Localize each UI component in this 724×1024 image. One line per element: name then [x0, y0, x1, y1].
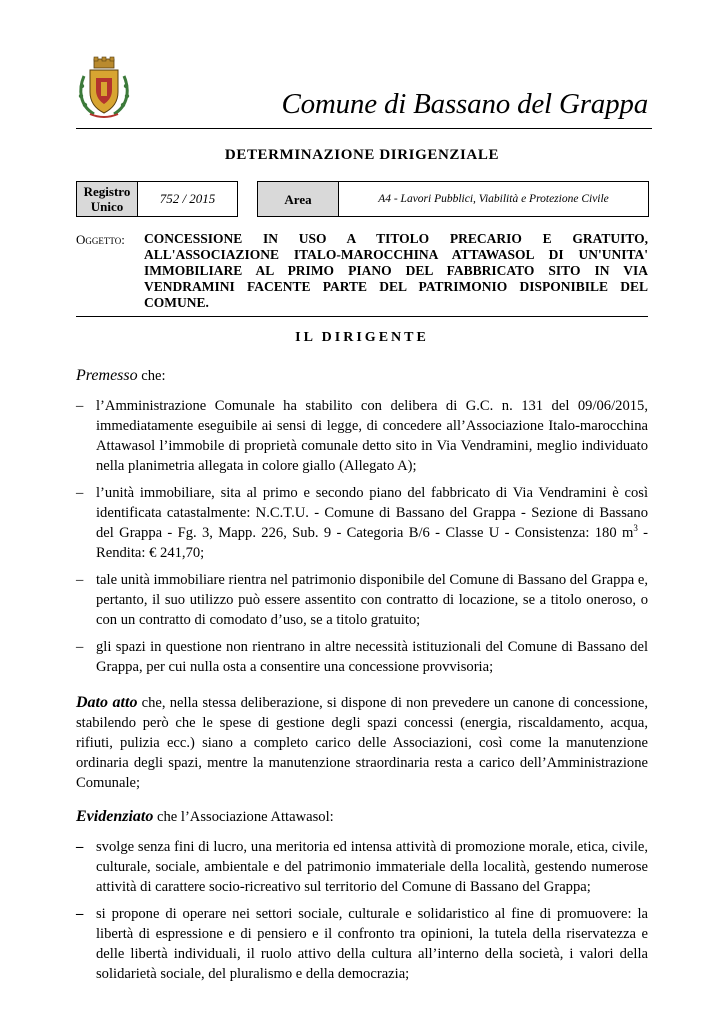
- list-item: – gli spazi in questione non rientrano in altre necessità istituzionali del Comune di Bassano del Grappa, per cui nulla osta a consentire una concessione provvisoria;: [76, 639, 648, 675]
- area-label: Area: [258, 182, 339, 216]
- dash-bullet: –: [76, 398, 84, 414]
- list-item: – l’unità immobiliare, sita al primo e secondo piano del fabbricato di Via Vendramini è così identificata catastalmente: N.C.T.U. - Comune di Bassano del Grappa - Sezione di Bassano del Grappa - Fg. 3, Mapp. 226, Sub. 9 - Categoria B/6 - Classe U - Consistenza: 180 $m^3$ - Rendita: € 241,70;: [76, 485, 649, 561]
- municipal-coat-of-arms-icon: [76, 56, 132, 120]
- subject-section: [76, 231, 648, 311]
- list-item: – tale unità immobiliare rientra nel patrimonio disponibile del Comune di Bassano del Grappa e, pertanto, il suo utilizzo può essere assentito con contratto di locazione, se a titolo oneroso, o con un contratto di comodato d’uso, se a titolo gratuito;: [76, 572, 648, 628]
- subject-divider: [76, 316, 648, 317]
- dash-bullet: –: [76, 572, 84, 588]
- registry-label: Registro Unico: [77, 182, 138, 216]
- evidenziato-lead: Evidenziato: [76, 808, 154, 825]
- list-item: – l’Amministrazione Comunale ha stabilito con delibera di G.C. n. 131 del 09/06/2015, immediatamente eseguibile ai sensi di legge, di concedere all’Associazione Italo-marocchina Attawasol l’immobile di proprietà comunale detto sito in Via Vendramini, meglio individuato nella planimetria allegata in colore giallo (Allegato A);: [76, 398, 648, 474]
- dato-atto-lead: Dato atto: [76, 694, 138, 711]
- premesso-intro: [76, 366, 648, 386]
- evidenziato-intro: Evidenziato che l’Associazione Attawasol:: [76, 808, 334, 825]
- section-heading: IL DIRIGENTE: [295, 330, 429, 345]
- registry-box: [76, 181, 238, 217]
- premesso-rest: che:: [137, 368, 166, 384]
- area-value: A4 - Lavori Pubblici, Viabilità e Protezione Civile: [378, 193, 609, 205]
- registry-value: 752 / 2015: [159, 191, 216, 206]
- document-body: [76, 330, 648, 1000]
- dash-bullet: –: [76, 839, 84, 855]
- premesso-list: [76, 396, 648, 677]
- evidenziato-list: [76, 837, 648, 984]
- dash-bullet: –: [76, 485, 84, 501]
- document-type: DETERMINAZIONE DIRIGENZIALE: [224, 147, 500, 163]
- dato-atto-paragraph: Dato atto che, nella stessa deliberazione, si dispone di non prevedere un canone di concessione, stabilendo però che le spese di gestione degli spazi concessi (energia, riscaldamento, acqua, rifiuti, pulizia ecc.) siano a completo carico delle Associazioni, così come la manutenzione ordinaria degli spazi, mentre la manutenzione straordinaria resta a carico dell’Amministrazione Comunale;: [76, 694, 648, 791]
- list-item: – si propone di operare nei settori sociale, culturale e solidaristico al fine di promuovere: la libertà di espressione e di pensiero e il confronto tra opinioni, la tutela della riservatezza e delle libertà individuali, il ruolo attivo della cultura all’interno della società, i valori della solidarietà sociale, del pluralismo e della democrazia;: [76, 906, 648, 982]
- list-item: – svolge senza fini di lucro, una meritoria ed intensa attività di promozione morale, etica, civile, culturale, sociale, ambientale e del patrimonio immateriale della località, gestendo numerose attività di carattere socio-ricreativo sul territorio del Comune di Bassano del Grappa;: [76, 839, 648, 895]
- header-divider: [76, 128, 652, 129]
- subject-label: Oggetto:: [76, 232, 125, 247]
- dash-bullet: –: [76, 906, 84, 922]
- subject-text: CONCESSIONE IN USO A TITOLO PRECARIO E GRATUITO, ALL'ASSOCIAZIONE ITALO-MAROCCHINA ATTAWASOL DI UN'UNITA' IMMOBILIARE AL PRIMO PIANO DEL FABBRICATO SITO IN VIA VENDRAMINI FACENTE PARTE DEL PATRIMONIO DISPONIBILE DEL COMUNE.: [144, 231, 648, 310]
- header-title: Comune di Bassano del Grappa: [281, 88, 648, 120]
- superscript: 3: [633, 523, 638, 534]
- area-box: [257, 181, 649, 217]
- premesso-lead: Premesso: [76, 367, 138, 384]
- dash-bullet: –: [76, 639, 84, 655]
